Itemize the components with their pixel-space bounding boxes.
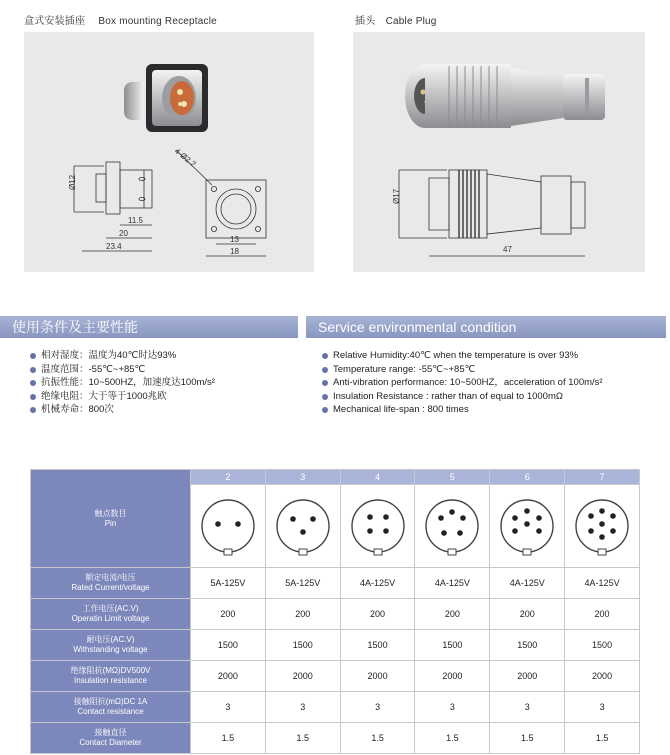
connector-outline (352, 500, 404, 552)
spec-row-header (31, 692, 191, 723)
connector-outline (202, 500, 254, 552)
conditions-list-en (322, 349, 603, 417)
spec-value-cell: 3 (415, 692, 490, 723)
pin-layout-cell (340, 485, 415, 568)
contact-pin (536, 515, 542, 521)
condition-item: 绝缘电阻：大于等于1000兆欧 (30, 390, 215, 404)
plug-caption: 插头 Cable Plug (355, 16, 437, 27)
contact-pin (512, 515, 518, 521)
spec-value-cell: 1.5 (415, 723, 490, 754)
pin-count-cell: 6 (490, 470, 565, 485)
spec-value-cell: 3 (490, 692, 565, 723)
spec-value-cell: 1500 (340, 630, 415, 661)
spec-row (31, 568, 640, 599)
spec-value-cell: 200 (265, 599, 340, 630)
spec-row-header (31, 661, 191, 692)
pin-layout-diagram (271, 494, 335, 558)
spec-row (31, 599, 640, 630)
plug-panel (353, 32, 645, 272)
pin-layout-cell (191, 485, 266, 568)
spec-row-header (31, 630, 191, 661)
spec-value-cell: 5A-125V (191, 568, 266, 599)
pin-layout-cell (490, 485, 565, 568)
contact-pin (524, 521, 530, 527)
pin-layout-diagram (495, 494, 559, 558)
spec-value-cell: 2000 (415, 661, 490, 692)
spec-value-cell: 4A-125V (340, 568, 415, 599)
plug-photo (405, 64, 605, 128)
pin-layout-diagram (570, 494, 634, 558)
receptacle-side-view (74, 162, 152, 251)
pin-count-cell: 4 (340, 470, 415, 485)
connector-key-notch (224, 549, 232, 555)
contact-pin (383, 514, 389, 520)
contact-pin (599, 521, 605, 527)
spec-value-cell: 4A-125V (565, 568, 640, 599)
plug-drawing (353, 32, 645, 272)
receptacle-dim-23-4: 23.4 (106, 242, 122, 251)
pin-layout-cell (415, 485, 490, 568)
receptacle-dim-18: 18 (230, 247, 239, 256)
connector-key-notch (598, 549, 606, 555)
receptacle-dim-20: 20 (119, 229, 128, 238)
spec-value-cell: 200 (490, 599, 565, 630)
receptacle-dim-13: 13 (230, 235, 239, 244)
spec-value-cell: 3 (565, 692, 640, 723)
contact-pin (235, 521, 241, 527)
contact-pin (367, 528, 373, 534)
contact-pin (536, 528, 542, 534)
spec-value-cell: 2000 (340, 661, 415, 692)
spec-value-cell: 4A-125V (415, 568, 490, 599)
receptacle-dim-11-5: 11.5 (128, 216, 143, 225)
connector-key-notch (299, 549, 307, 555)
contact-pin (512, 528, 518, 534)
pin-header-cell (31, 470, 191, 568)
spec-row-label-cn: 绝缘阻抗(MΩ)DV500V (70, 666, 151, 675)
spec-value-cell: 5A-125V (265, 568, 340, 599)
receptacle-drawing (24, 32, 314, 272)
receptacle-panel (24, 32, 314, 272)
conditions-title-cn: 使用条件及主要性能 (0, 316, 298, 338)
spec-row-label-en: Contact resistance (77, 707, 144, 716)
spec-value-cell: 1500 (191, 630, 266, 661)
spec-value-cell: 3 (191, 692, 266, 723)
spec-row (31, 661, 640, 692)
contact-pin (588, 528, 594, 534)
contact-pin (524, 508, 530, 514)
spec-row-label-en: Withstanding voltage (73, 645, 148, 654)
contact-pin (450, 509, 456, 515)
contact-pin (367, 514, 373, 520)
spec-row (31, 723, 640, 754)
conditions-list-cn (30, 349, 215, 417)
contact-pin (310, 516, 316, 522)
condition-item: 抗振性能：10~500HZ，加速度达100m/s² (30, 376, 215, 390)
condition-item: 机械寿命：800次 (30, 403, 215, 417)
contact-pin (383, 528, 389, 534)
spec-row-label-cn: 耐电压(AC.V) (86, 635, 135, 644)
pin-header-en: Pin (104, 518, 117, 528)
spec-value-cell: 2000 (191, 661, 266, 692)
spec-row-header (31, 568, 191, 599)
condition-item: Mechanical life-span : 800 times (322, 403, 603, 417)
connector-key-notch (448, 549, 456, 555)
condition-item: Anti-vibration performance: 10~500HZ，acceleration of 100m/s² (322, 376, 603, 390)
connector-key-notch (523, 549, 531, 555)
spec-rows (31, 568, 640, 754)
spec-row (31, 630, 640, 661)
condition-item: 相对湿度：温度为40℃时达93% (30, 349, 215, 363)
pin-count-row (31, 470, 640, 485)
spec-value-cell: 1.5 (340, 723, 415, 754)
spec-value-cell: 200 (565, 599, 640, 630)
pin-layout-cell (265, 485, 340, 568)
contact-pin (610, 528, 616, 534)
pin-header-cn: 触点数目 (94, 508, 127, 518)
spec-value-cell: 3 (265, 692, 340, 723)
contact-pin (215, 521, 221, 527)
spec-row-header (31, 599, 191, 630)
condition-item: Temperature range: -55℃~+85℃ (322, 363, 603, 377)
contact-pin (461, 515, 467, 521)
spec-row-label-cn: 接触阻抗(mΩ)DC 1A (73, 697, 148, 706)
receptacle-holes-label: 4-Ø2.2 (172, 146, 198, 169)
pin-count-cell: 7 (565, 470, 640, 485)
spec-value-cell: 200 (191, 599, 266, 630)
spec-value-cell: 1500 (565, 630, 640, 661)
pin-count-cell: 5 (415, 470, 490, 485)
spec-value-cell: 4A-125V (490, 568, 565, 599)
receptacle-caption: 盒式安装插座 Box mounting Receptacle (24, 16, 217, 27)
spec-value-cell: 1500 (490, 630, 565, 661)
conditions-title-en: Service environmental condition (306, 316, 666, 338)
spec-row-label-cn: 接触直径 (94, 728, 127, 737)
spec-value-cell: 200 (415, 599, 490, 630)
pin-layout-diagram (346, 494, 410, 558)
plug-diameter-label: Ø17 (392, 188, 401, 204)
spec-table (30, 469, 640, 754)
spec-value-cell: 1500 (415, 630, 490, 661)
condition-item: 温度范围：-55℃~+85℃ (30, 363, 215, 377)
spec-row-label-en: Contact Diameter (79, 738, 142, 747)
spec-value-cell: 1.5 (490, 723, 565, 754)
plug-length-label: 47 (503, 245, 512, 254)
spec-row-label-en: Operatin Limit voltage (71, 614, 150, 623)
contact-pin (588, 513, 594, 519)
spec-row-label-en: Insulation resistance (74, 676, 147, 685)
pin-count-cell: 3 (265, 470, 340, 485)
contact-pin (439, 515, 445, 521)
spec-value-cell: 2000 (265, 661, 340, 692)
spec-value-cell: 1500 (265, 630, 340, 661)
contact-pin (599, 508, 605, 514)
spec-value-cell: 200 (340, 599, 415, 630)
spec-row-label-en: Rated Current/voltage (71, 583, 150, 592)
spec-value-cell: 2000 (490, 661, 565, 692)
plug-side-view (399, 170, 585, 256)
spec-row (31, 692, 640, 723)
contact-pin (442, 530, 448, 536)
condition-item: Relative Humidity:40℃ when the temperature is over 93% (322, 349, 603, 363)
spec-value-cell: 3 (340, 692, 415, 723)
condition-item: Insulation Resistance : rather than of equal to 1000mΩ (322, 390, 603, 404)
spec-value-cell: 1.5 (565, 723, 640, 754)
pin-layout-diagram (196, 494, 260, 558)
contact-pin (300, 529, 306, 535)
receptacle-diameter-label: Ø12 (68, 174, 77, 190)
spec-value-cell: 2000 (565, 661, 640, 692)
spec-row-label-cn: 额定电流/电压 (85, 573, 136, 582)
pin-layout-cell (565, 485, 640, 568)
spec-row-label-cn: 工作电压(AC.V) (82, 604, 139, 613)
connector-key-notch (374, 549, 382, 555)
spec-value-cell: 1.5 (191, 723, 266, 754)
spec-value-cell: 1.5 (265, 723, 340, 754)
pin-layout-diagram (420, 494, 484, 558)
receptacle-photo (124, 64, 208, 132)
contact-pin (458, 530, 464, 536)
contact-pin (610, 513, 616, 519)
pin-count-cell: 2 (191, 470, 266, 485)
connector-outline (426, 500, 478, 552)
spec-row-header (31, 723, 191, 754)
contact-pin (599, 534, 605, 540)
connector-outline (277, 500, 329, 552)
contact-pin (290, 516, 296, 522)
